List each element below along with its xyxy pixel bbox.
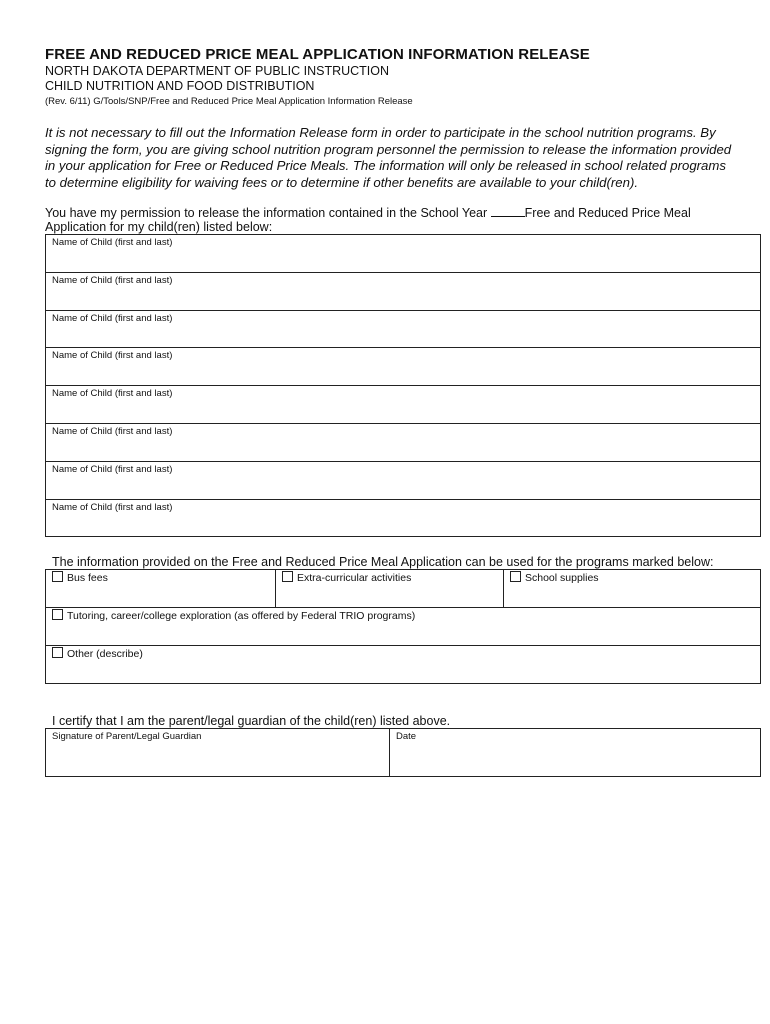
bus-fees-label: Bus fees [67, 572, 108, 585]
school-supplies-cell [504, 570, 761, 608]
division-name: CHILD NUTRITION AND FOOD DISTRIBUTION [45, 79, 315, 93]
child-row [46, 235, 761, 273]
child-name-label: Name of Child (first and last) [52, 312, 173, 324]
agency-name: NORTH DAKOTA DEPARTMENT OF PUBLIC INSTRUCTION [45, 64, 390, 78]
other-checkbox[interactable] [52, 647, 63, 658]
bus-fees-checkbox[interactable] [52, 571, 63, 582]
tutoring-checkbox[interactable] [52, 609, 63, 620]
permission-text-1: You have my permission to release the information contained in the School Year [45, 206, 491, 220]
child-name-field[interactable] [46, 348, 761, 386]
child-name-field[interactable] [46, 386, 761, 424]
school-supplies-label: School supplies [525, 572, 599, 585]
intro-paragraph: It is not necessary to fill out the Information Release form in order to participate in the school nutrition programs. By signing the form, you are giving school nutrition program personnel the permission to release the information provided in your application for Free or Reduced Price Meals. The information will only be released in school related programs to determine eligibility for waiving fees or to determine if other benefits are available to your child(ren). [45, 125, 732, 190]
child-name-label: Name of Child (first and last) [52, 388, 173, 400]
bus-fees-cell [46, 570, 276, 608]
extracurricular-label: Extra-curricular activities [297, 572, 412, 585]
child-name-field[interactable] [46, 235, 761, 273]
child-name-field[interactable] [46, 423, 761, 461]
permission-statement [45, 205, 733, 234]
child-row [46, 310, 761, 348]
child-row [46, 386, 761, 424]
child-row [46, 423, 761, 461]
other-label: Other (describe) [67, 648, 143, 661]
signature-table [45, 728, 761, 777]
programs-table [45, 569, 761, 684]
form-title: FREE AND REDUCED PRICE MEAL APPLICATION INFORMATION RELEASE [45, 46, 590, 63]
extracurricular-cell [276, 570, 504, 608]
child-name-label: Name of Child (first and last) [52, 350, 173, 362]
child-row [46, 348, 761, 386]
school-year-blank[interactable] [491, 205, 525, 217]
child-name-label: Name of Child (first and last) [52, 425, 173, 437]
child-name-label: Name of Child (first and last) [52, 237, 173, 248]
children-table [45, 234, 761, 537]
child-row [46, 272, 761, 310]
date-field[interactable] [390, 729, 761, 777]
permission-text-2: Free and Reduced Price Meal Application for my child(ren) listed below: [45, 206, 691, 234]
signature-field[interactable] [46, 729, 390, 777]
revision-note: (Rev. 6/11) G/Tools/SNP/Free and Reduced Price Meal Application Information Release [45, 96, 413, 107]
child-name-label: Name of Child (first and last) [52, 463, 173, 475]
child-name-field[interactable] [46, 310, 761, 348]
certify-statement: I certify that I am the parent/legal guardian of the child(ren) listed above. [52, 714, 451, 729]
child-name-field[interactable] [46, 272, 761, 310]
extracurricular-checkbox[interactable] [282, 571, 293, 582]
date-label: Date [396, 731, 417, 743]
child-row [46, 461, 761, 499]
child-name-field[interactable] [46, 499, 761, 537]
form-page [45, 46, 733, 777]
tutoring-label: Tutoring, career/college exploration (as offered by Federal TRIO programs) [67, 610, 416, 623]
child-name-label: Name of Child (first and last) [52, 501, 173, 513]
other-cell [46, 646, 761, 684]
signature-label: Signature of Parent/Legal Guardian [52, 731, 202, 743]
child-row [46, 499, 761, 537]
school-supplies-checkbox[interactable] [510, 571, 521, 582]
programs-intro: The information provided on the Free and Reduced Price Meal Application can be used for the programs marked below: [52, 555, 714, 570]
child-name-label: Name of Child (first and last) [52, 274, 173, 286]
tutoring-cell [46, 608, 761, 646]
child-name-field[interactable] [46, 461, 761, 499]
